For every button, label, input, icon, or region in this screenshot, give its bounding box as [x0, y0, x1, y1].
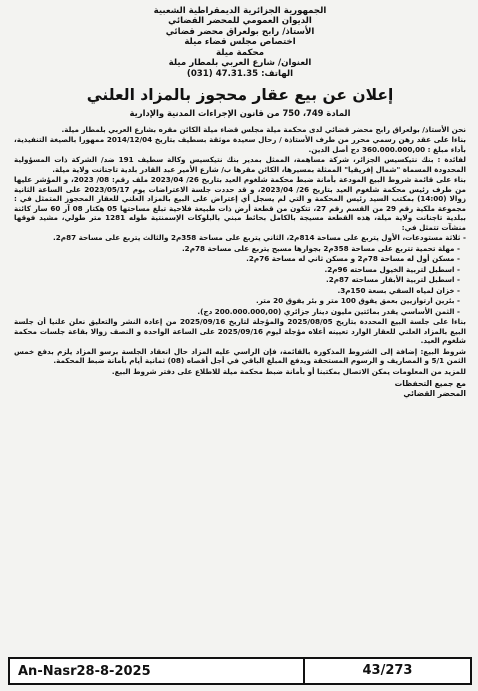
property-item: - الثمن الأساسي يقدر بمائتين مليون دينار جزائري (200.000.000,00 دج).: [197, 306, 460, 316]
closing-paragraph: بناءا على جلسة البيع المحددة بتاريخ 2025/08/05 والمؤجلة لتاريخ 2025/09/16 من إعادة النشر والتعليق نعلن علنيا أن جلسة البيع بالمزاد العلني للعقار الوارد تعيينه أعلاه مؤجلة ليوم 2025/09/16 على الساعة الواحدة و النصف زوالا بقاعة جلسات محكمة شلغوم العيد.: [14, 317, 467, 346]
body-paragraph: بناء على قائمة شروط البيع المودعة بأمانة ضبط محكمة شلغوم العيد بتاريخ 26/ 2023/04 ملف رقم: 08/ 2023، و المؤشر عليها من طرف رئيس محكمة شلغوم العيد بتاريخ 26/ 2023/04، و قد حددت جلسة الاعتراضات يوم 2023/05/17 على الساعة الثانية زوالا (14:00) بمكتب السيد رئيس المحكمة و التي لم يسجل أي إعتراض على البيع بالمزاد العلني للعقار المحجوز المتمثل في : مجموعة ملكية رقم 29 من القسم رقم 27، تتكون من قطعة أرض ذات طبيعة فلاحية تبلغ مساحتها 05 هكتار 08 آر 60 سار كائنة ببلدية تاجنانت ولاية ميلة، هذه القطعة مسيجة بالكامل بحائط مبني بالبلوكات الإسمنتية طوله 1281 متر طولي، مشيد فوقها منشآت تتمثل في:: [14, 175, 466, 232]
body-paragraph: لفائدة : بنك نتيكسيس الجزائر، شركة مساهمة، الممثل بمدير بنك نتيكسيس وكالة سطيف 191 ضد/ الشركة ذات المسؤولية المحدودة المسماة "شمال إفريقيا" الممثلة بمسيرها، الكائن مقرها ب/ شارع الأمير عبد القادر بلدية تاجنانت ولاية ميلة.: [14, 155, 466, 174]
property-item: - اسطبل لتربية الأبقار مساحته 87م2.: [326, 275, 460, 285]
property-item: - اسطبل لتربية الخيول مساحته 96م2.: [324, 264, 460, 274]
signature-block: [14, 379, 466, 399]
closing-paragraph: للمزيد من المعلومات يمكن الاتصال بمكتبنا أو بأمانة ضبط محكمة ميلة للاطلاع على دفتر شروط البيع.: [111, 366, 466, 376]
publication-footer: [8, 657, 472, 685]
notice-subtitle: المادة 749، 750 من قانون الإجراءات المدنية والإدارية: [129, 107, 351, 118]
property-item: - خزان لمياه السقي بسعة 150م3.: [337, 285, 460, 295]
header-line: العنوان/ شارع العربي بلمطار ميلة: [168, 58, 312, 69]
body-paragraph: نحن الأستاذ/ بولعراق رابح محضر قضائي لدى محكمة ميلة مجلس قضاء ميلة الكائن مقره بشارع العربي بلمطار ميلة.: [61, 124, 466, 134]
header-line: محكمة ميلة: [215, 47, 265, 58]
issuer-header: [14, 6, 466, 79]
property-item: - بئرين ارتوازيين بعمق يفوق 100 متر و بئر يفوق 20 متر.: [255, 296, 460, 306]
closing-paragraph: شروط البيع: إضافة إلى الشروط المذكورة بالقائمة، فإن الراسي عليه المزاد حال انعقاد الجلسة برسو المزاد يلزم بدفع خمس الثمن 5/1 و المصاريف و الرسوم المستحقة ويدفع المبلغ الباقي في أجل أقصاه (08) ثمانية أيام بأمانة ضبط المحكمة.: [14, 346, 466, 366]
header-line: الديوان العمومي للمحضر القضائي: [168, 16, 312, 27]
property-item: - مسكن أول له مساحة 78م2 و مسكن ثاني له مساحة 76م2.: [246, 254, 460, 264]
property-item: - مهلة تحمية تتربع على مساحة 358م2 بجوارها مسبح يتربع على مساحة 78م2.: [181, 243, 460, 253]
body-paragraph: بناءا على عقد رهن رسمي محرر من طرف الأستاذة / رحال سعيدة موثقة بسطيف بتاريخ 2014/12/04 ممهورا بالصيغة التنفيذية، بأداء مبلغ : 360.000.000,00 دج أصل الدين.: [14, 135, 467, 154]
body-paragraph: - ثلاثة مستودعات، الأول يتربع على مساحة 814م2، الثاني يتربع على مساحة 358م2 والثالث يتربع على مساحة 87م2.: [53, 233, 466, 243]
header-line: الجمهورية الجزائرية الديمقراطية الشعبية: [153, 6, 327, 16]
signature-line: مع جميع التحفظات: [394, 379, 466, 389]
reference-number: 43/273: [303, 659, 470, 683]
header-line: الهاتف: 47.31.35 (031): [186, 68, 294, 79]
signature-line: المحضر القضائي: [403, 389, 466, 399]
notice-title: إعلان عن بيع عقار محجوز بالمزاد العلني: [86, 86, 394, 105]
header-line: الأستاذ/ رابح بولعراق محضر قضائي: [165, 26, 315, 37]
publication-label: An-Nasr28-8-2025: [18, 663, 151, 679]
legal-notice: [14, 6, 466, 656]
header-line: اختصاص مجلس قضاء ميلة: [184, 37, 296, 48]
